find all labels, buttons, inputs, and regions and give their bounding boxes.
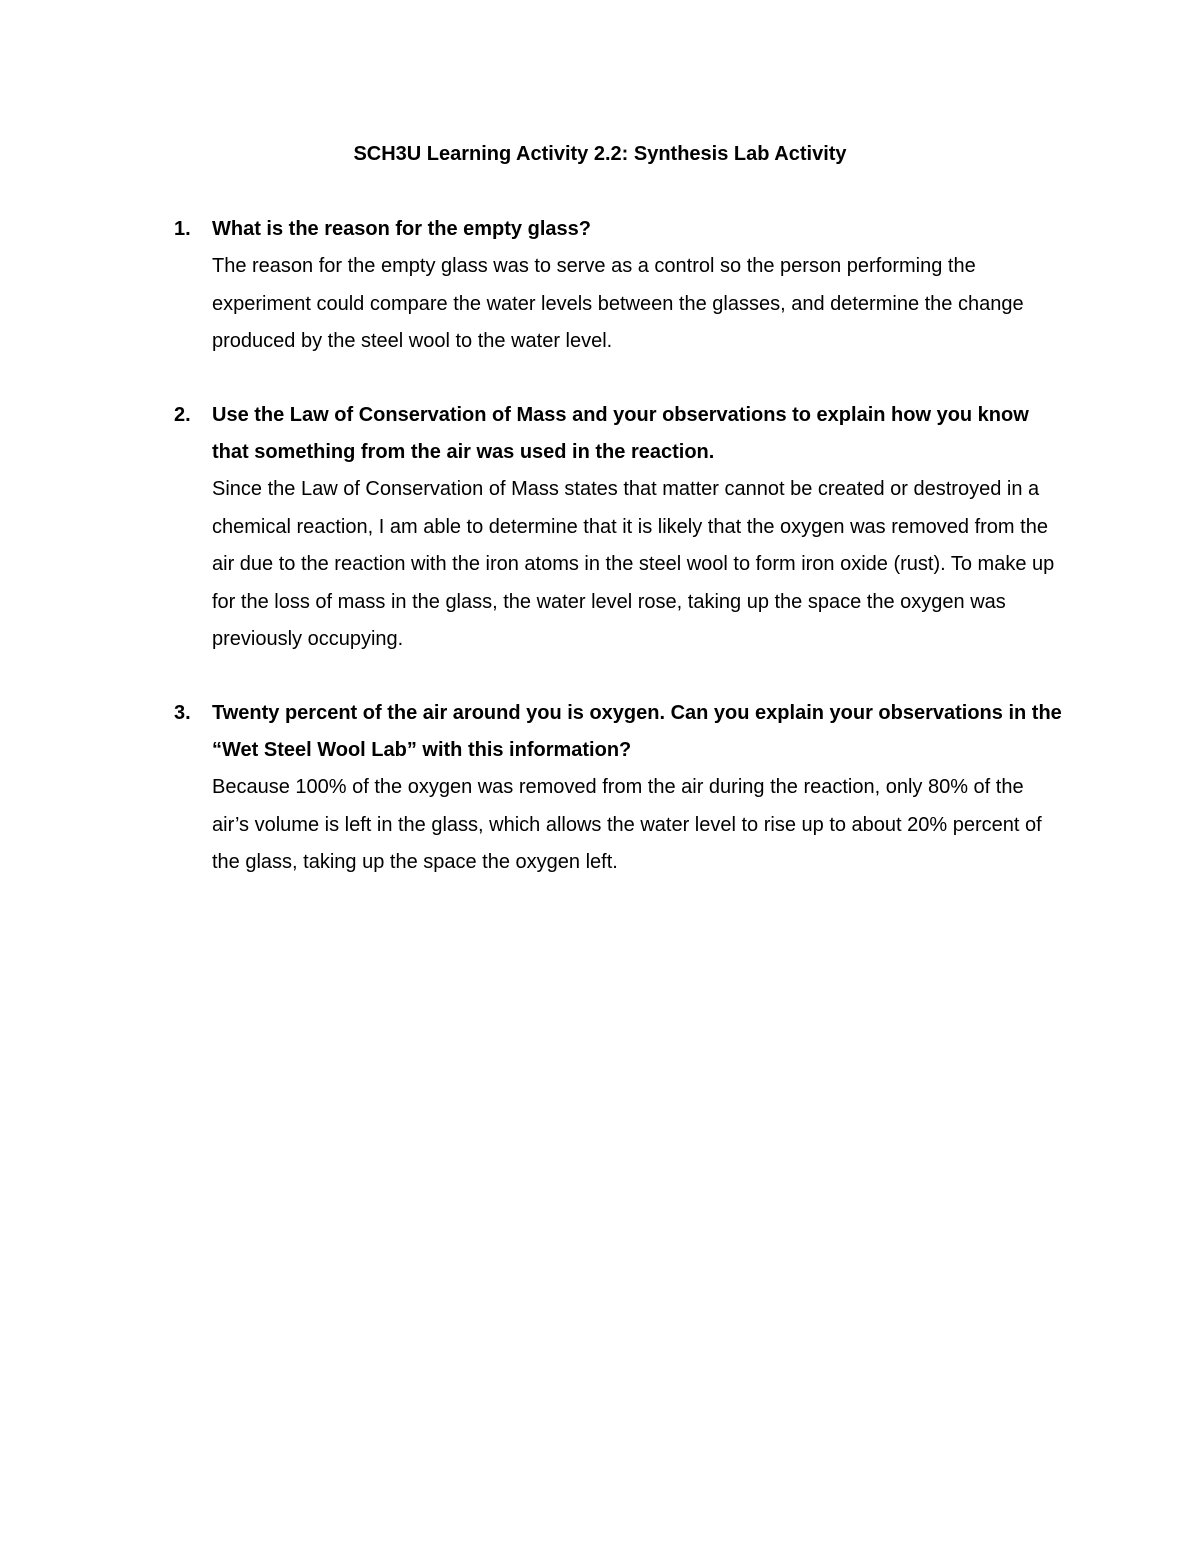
question-body [212, 397, 1064, 659]
answer-text: Because 100% of the oxygen was removed from the air during the reaction, only 80% of the air’s volume is left in the glass, which allows the water level to rise up to about 20% percent of the glass, taking up the space the oxygen left. [212, 776, 1042, 873]
question-text: What is the reason for the empty glass? [212, 218, 591, 240]
question-number: 1. [174, 218, 191, 240]
document-title: SCH3U Learning Activity 2.2: Synthesis Lab Activity [353, 143, 847, 165]
question-body [212, 211, 1064, 361]
answer-text: Since the Law of Conservation of Mass states that matter cannot be created or destroyed in a chemical reaction, I am able to determine that it is likely that the oxygen was removed from the air due to the reaction with the iron atoms in the steel wool to form iron oxide (rust). To make up for the loss of mass in the glass, the water level rose, taking up the space the oxygen was previously occupying. [212, 478, 1055, 650]
question-number: 3. [174, 702, 191, 724]
question-text: Twenty percent of the air around you is oxygen. Can you explain your observations in the “Wet Steel Wool Lab” with this information? [212, 702, 1062, 761]
question-text: Use the Law of Conservation of Mass and your observations to explain how you know that something from the air was used in the reaction. [212, 404, 1029, 463]
question-body [212, 695, 1064, 882]
answer-text: The reason for the empty glass was to serve as a control so the person performing the experiment could compare the water levels between the glasses, and determine the change produced by the steel wool to the water level. [212, 255, 1024, 352]
question-number: 2. [174, 404, 191, 426]
